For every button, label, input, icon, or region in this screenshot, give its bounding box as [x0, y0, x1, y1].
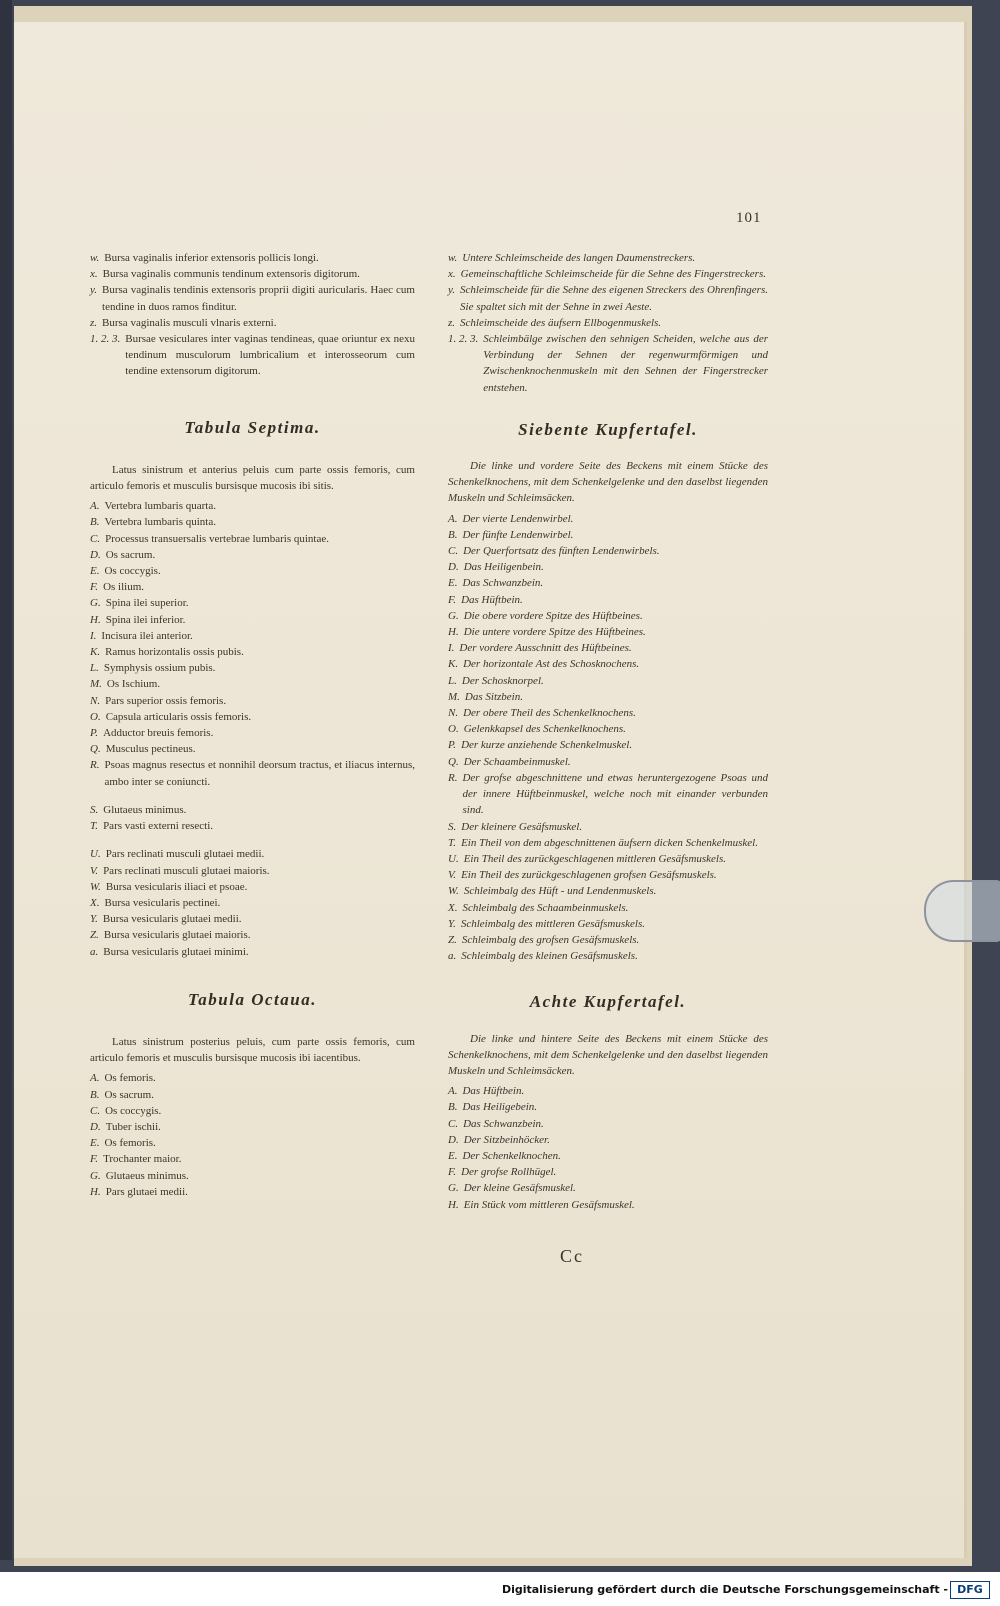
legend-text: Ramus horizontalis ossis pubis. [105, 646, 244, 659]
legend-entry [90, 818, 415, 834]
legend-letter: G. [448, 1182, 459, 1195]
legend-entry [448, 527, 768, 543]
latin-top-legend [90, 250, 415, 380]
legend-letter: H. [90, 1185, 101, 1198]
legend-letter: I. [90, 629, 97, 642]
legend-text: Pars vasti externi resecti. [103, 820, 214, 833]
legend-entry [90, 1168, 415, 1184]
legend-letter: C. [448, 545, 459, 558]
legend-text: Psoas magnus resectus et nonnihil deorsum tractus, et iliacus internus, ambo inter se coniuncti. [104, 759, 415, 788]
legend-text: Gelenkkapsel des Schenkelknochens. [463, 723, 626, 736]
legend-entry [90, 911, 415, 927]
legend-entry [448, 673, 768, 689]
legend-letter: S. [448, 820, 457, 833]
legend-letter: L. [448, 674, 457, 687]
legend-text: Der fünfte Lendenwirbel. [462, 528, 574, 541]
legend-entry [90, 693, 415, 709]
legend-entry [448, 1148, 768, 1164]
legend-entry [448, 1197, 768, 1213]
legend-entry [90, 1135, 415, 1151]
legend-entry [90, 757, 415, 789]
latin-column [90, 250, 415, 1200]
legend-text: Die obere vordere Spitze des Hüftbeines. [463, 609, 643, 622]
legend-text: Das Heiligebein. [462, 1101, 538, 1114]
legend-letter: H. [448, 1198, 459, 1211]
legend-entry [448, 282, 768, 314]
legend-text: Pars reclinati musculi glutaei maioris. [103, 864, 270, 877]
legend-text: Der kurze anziehende Schenkelmuskel. [461, 739, 633, 752]
legend-text: Das Schwanzbein. [462, 577, 544, 590]
signature-mark: Cc [560, 1246, 584, 1266]
legend-letter: O. [448, 723, 459, 736]
legend-letter: G. [90, 1169, 101, 1182]
legend-text: Gemeinschaftliche Schleimscheide für die Sehne des Fingerstreckers. [460, 268, 766, 281]
latin-section8-legend [90, 1070, 415, 1200]
legend-letter: H. [448, 626, 459, 639]
legend-entry [90, 1087, 415, 1103]
legend-text: Der Schosknorpel. [461, 674, 544, 687]
legend-letter: E. [90, 1137, 100, 1150]
scanner-backdrop [0, 0, 12, 1560]
legend-text: Der obere Theil des Schenkelknochens. [463, 707, 636, 720]
legend-text: Bursa vesicularis iliaci et psoae. [105, 880, 248, 893]
legend-entry [448, 624, 768, 640]
page-tab-marker [924, 880, 1000, 942]
legend-letter: P. [448, 739, 457, 752]
legend-entry [90, 644, 415, 660]
legend-entry [90, 531, 415, 547]
legend-entry [90, 676, 415, 692]
legend-text: Incisura ilei anterior. [101, 629, 193, 642]
legend-entry [90, 579, 415, 595]
legend-text: Bursae vesiculares inter vaginas tendineas, quae oriuntur ex nexu tendinum musculorum lumbricalium et interosseorum cum tendine extensorum digitorum. [125, 333, 415, 378]
legend-entry [90, 547, 415, 563]
legend-entry [448, 543, 768, 559]
legend-entry [448, 851, 768, 867]
legend-text: Os coccygis. [105, 1104, 162, 1117]
latin-section7-title: Tabula Septima. [184, 417, 321, 437]
legend-entry [448, 656, 768, 672]
legend-text: Pars superior ossis femoris. [105, 694, 227, 707]
legend-letter: Y. [448, 917, 456, 930]
legend-letter: a. [448, 950, 457, 963]
german-section8-intro: Die linke und hintere Seite des Beckens mit einem Stücke des Schenkelknochens, mit dem Schenkelgelenke und den daselbst liegenden Muskeln und Schleimsäcken. [448, 1032, 768, 1077]
legend-text: Spina ilei inferior. [105, 613, 186, 626]
legend-text: Schleimbälge zwischen den sehnigen Scheiden, welche aus der Verbindung der Sehnen der regenwurmförmigen und Zwischenknochenmuskeln mit den Sehnen der Fingerstrecker entstehen. [483, 333, 768, 394]
legend-letter: Q. [90, 743, 101, 756]
legend-entry [448, 754, 768, 770]
legend-entry [90, 498, 415, 514]
legend-text: Schleimbalg des kleinen Gesäfsmuskels. [461, 950, 638, 963]
legend-text: Os sacrum. [105, 548, 156, 561]
legend-entry [448, 721, 768, 737]
legend-entry [90, 660, 415, 676]
legend-letter: C. [90, 532, 101, 545]
legend-entry [448, 835, 768, 851]
legend-letter: E. [448, 577, 458, 590]
legend-entry [90, 628, 415, 644]
legend-entry [448, 689, 768, 705]
legend-text: Os ilium. [103, 581, 145, 594]
legend-entry [448, 770, 768, 819]
legend-text: Bursa vaginalis inferior extensoris pollicis longi. [104, 252, 319, 264]
legend-entry [90, 846, 415, 862]
german-section8-legend [448, 1083, 768, 1213]
legend-text: Ein Theil des zurückgeschlagenen mittleren Gesäfsmuskels. [463, 852, 727, 865]
legend-letter: L. [90, 662, 99, 675]
legend-letter: x. [90, 268, 98, 281]
legend-letter: Z. [448, 933, 457, 946]
dfg-logo: DFG [950, 1581, 990, 1599]
legend-letter: M. [448, 690, 460, 703]
legend-text: Das Hüftbein. [462, 1085, 525, 1098]
legend-text: Tuber ischii. [105, 1120, 161, 1133]
legend-entry [90, 331, 415, 380]
legend-text: Der kleinere Gesäfsmuskel. [461, 820, 583, 833]
legend-text: Bursa vesicularis glutaei medii. [102, 913, 242, 926]
legend-letter: w. [90, 252, 100, 264]
legend-letter: K. [448, 658, 459, 671]
legend-entry [448, 608, 768, 624]
legend-entry [448, 867, 768, 883]
legend-text: Der vierte Lendenwirbel. [462, 512, 574, 525]
legend-letter: W. [90, 880, 101, 893]
legend-entry [90, 927, 415, 943]
legend-text: Der Sitzbeinhöcker. [463, 1133, 550, 1146]
legend-letter: F. [90, 1153, 99, 1166]
legend-letter: V. [448, 869, 457, 882]
legend-text: Adductor breuis femoris. [103, 727, 214, 740]
legend-letter: N. [448, 707, 459, 720]
legend-text: Glutaeus minimus. [105, 1169, 189, 1182]
legend-entry [448, 883, 768, 899]
legend-letter: M. [90, 678, 102, 691]
german-section7-intro: Die linke und vordere Seite des Beckens mit einem Stücke des Schenkelknochens, mit dem Schenkelgelenke und den daselbst liegenden Muskeln und Schleimsäcken. [448, 460, 768, 505]
legend-entry [448, 575, 768, 591]
legend-text: Bursa vesicularis glutaei minimi. [103, 945, 249, 958]
legend-text: Untere Schleimscheide des langen Daumenstreckers. [462, 252, 696, 264]
legend-letter: A. [448, 1085, 458, 1098]
legend-entry [448, 1164, 768, 1180]
legend-text: Os Ischium. [106, 678, 161, 691]
legend-entry [448, 511, 768, 527]
legend-letter: V. [90, 864, 99, 877]
latin-section7-intro: Latus sinistrum et anterius peluis cum parte ossis femoris, cum articulo femoris et musculis bursisque mucosis ibi sitis. [90, 463, 415, 493]
legend-entry [448, 559, 768, 575]
legend-text: Schleimscheide des äufsern Ellbogenmuskels. [460, 316, 662, 329]
legend-entry [90, 741, 415, 757]
legend-text: Ein Theil des zurückgeschlagenen grofsen Gesäfsmuskels. [461, 869, 717, 882]
legend-entry [448, 705, 768, 721]
latin-section7-legend-c [90, 846, 415, 959]
german-section8-title: Achte Kupfertafel. [529, 992, 687, 1012]
legend-entry [448, 1083, 768, 1099]
legend-entry [448, 1180, 768, 1196]
legend-text: Der Schaambeinmuskel. [463, 755, 571, 768]
legend-letter: 1. 2. 3. [90, 333, 121, 346]
legend-text: Der Querfortsatz des fünften Lendenwirbels. [463, 545, 660, 558]
legend-letter: T. [448, 836, 457, 849]
legend-text: Glutaeus minimus. [103, 803, 187, 816]
legend-letter: z. [448, 316, 456, 329]
legend-entry [90, 514, 415, 530]
legend-entry [448, 315, 768, 331]
legend-entry [90, 266, 415, 282]
legend-letter: E. [448, 1149, 458, 1162]
legend-entry [90, 863, 415, 879]
legend-text: Os femoris. [104, 1137, 156, 1150]
legend-entry [448, 331, 768, 396]
legend-text: Das Sitzbein. [464, 690, 523, 703]
legend-letter: K. [90, 646, 101, 659]
legend-text: Der Schenkelknochen. [462, 1149, 561, 1162]
legend-text: Bursa vaginalis communis tendinum extensoris digitorum. [102, 268, 360, 281]
legend-letter: D. [448, 561, 459, 574]
legend-letter: O. [90, 710, 101, 723]
page-number: 101 [736, 210, 762, 226]
legend-text: Symphysis ossium pubis. [103, 662, 216, 675]
legend-letter: Y. [90, 913, 98, 926]
legend-letter: F. [448, 593, 457, 606]
legend-text: Der grofse Rollhügel. [461, 1166, 557, 1179]
legend-letter: W. [448, 885, 459, 898]
legend-entry [90, 895, 415, 911]
legend-letter: B. [448, 1101, 458, 1114]
legend-entry [90, 595, 415, 611]
legend-text: Trochanter maior. [103, 1153, 182, 1166]
legend-text: Os femoris. [104, 1072, 156, 1085]
legend-entry [448, 1099, 768, 1115]
legend-letter: F. [90, 581, 99, 594]
legend-entry [90, 802, 415, 818]
legend-text: Der kleine Gesäfsmuskel. [463, 1182, 576, 1195]
legend-text: Schleimbalg des Schaambeinmuskels. [462, 901, 629, 914]
legend-letter: D. [90, 1120, 101, 1133]
legend-text: Bursa vaginalis musculi vlnaris externi. [102, 316, 277, 329]
legend-letter: U. [90, 848, 101, 861]
legend-text: Processus transuersalis vertebrae lumbaris quintae. [105, 532, 329, 545]
legend-text: Das Hüftbein. [461, 593, 523, 606]
legend-letter: w. [448, 252, 458, 264]
legend-letter: T. [90, 820, 99, 833]
legend-text: Ein Theil von dem abgeschnittenen äufsern dicken Schenkelmuskel. [461, 836, 758, 849]
legend-entry [90, 315, 415, 331]
latin-section8-intro: Latus sinistrum posterius peluis, cum parte ossis femoris, cum articulo femoris et musculis bursisque mucosis ibi iacentibus. [90, 1035, 415, 1065]
legend-text: Schleimbalg des Hüft - und Lendenmuskels. [463, 885, 657, 898]
legend-letter: D. [90, 548, 101, 561]
legend-text: Vertebra lumbaris quinta. [104, 516, 216, 529]
footer-credit: Digitalisierung gefördert durch die Deutsche Forschungsgemeinschaft - [501, 1583, 948, 1596]
legend-letter: U. [448, 852, 459, 865]
legend-letter: E. [90, 565, 100, 578]
legend-letter: G. [90, 597, 101, 610]
legend-letter: B. [90, 516, 100, 529]
legend-entry [90, 250, 415, 266]
legend-entry [90, 879, 415, 895]
legend-text: Das Heiligenbein. [463, 561, 544, 574]
legend-entry [90, 563, 415, 579]
legend-entry [90, 612, 415, 628]
legend-letter: P. [90, 727, 99, 740]
legend-letter: z. [90, 316, 98, 329]
legend-letter: A. [90, 500, 100, 513]
legend-letter: R. [90, 759, 100, 772]
legend-entry [90, 1151, 415, 1167]
legend-letter: y. [90, 284, 98, 297]
legend-entry [90, 709, 415, 725]
legend-entry [448, 900, 768, 916]
german-section7-legend [448, 511, 768, 965]
legend-letter: C. [90, 1104, 101, 1117]
legend-entry [90, 1119, 415, 1135]
legend-letter: D. [448, 1133, 459, 1146]
legend-entry [448, 1132, 768, 1148]
legend-text: Das Schwanzbein. [463, 1117, 544, 1130]
legend-letter: S. [90, 803, 99, 816]
legend-entry [90, 1103, 415, 1119]
legend-entry [90, 1070, 415, 1086]
legend-letter: C. [448, 1117, 459, 1130]
legend-letter: G. [448, 609, 459, 622]
legend-text: Bursa vaginalis tendinis extensoris proprii digiti auricularis. Haec cum tendine in duos ramos finditur. [102, 284, 415, 313]
latin-section7-legend-a [90, 498, 415, 790]
legend-letter: Z. [90, 929, 99, 942]
legend-entry [448, 640, 768, 656]
legend-letter: Q. [448, 755, 459, 768]
german-section7-title: Siebente Kupfertafel. [518, 419, 698, 439]
legend-text: Spina ilei superior. [105, 597, 189, 610]
legend-entry [90, 282, 415, 314]
legend-text: Ein Stück vom mittleren Gesäfsmuskel. [463, 1198, 635, 1211]
legend-entry [448, 250, 768, 266]
legend-letter: a. [90, 945, 99, 958]
legend-letter: A. [90, 1072, 100, 1085]
legend-text: Musculus pectineus. [105, 743, 196, 756]
legend-letter: F. [448, 1166, 457, 1179]
legend-entry [448, 737, 768, 753]
legend-text: Bursa vesicularis pectinei. [104, 896, 221, 909]
legend-entry [448, 266, 768, 282]
german-top-legend [448, 250, 768, 396]
legend-text: Os sacrum. [104, 1088, 154, 1101]
footer-bar [0, 1576, 1000, 1602]
legend-letter: X. [448, 901, 458, 914]
legend-letter: 1. 2. 3. [448, 333, 479, 346]
legend-entry [90, 1184, 415, 1200]
legend-letter: x. [448, 268, 456, 281]
legend-entry [90, 725, 415, 741]
legend-letter: B. [448, 528, 458, 541]
legend-entry [448, 819, 768, 835]
legend-letter: X. [90, 896, 100, 909]
legend-text: Schleimbalg des mittleren Gesäfsmuskels. [460, 917, 645, 930]
german-column [448, 250, 768, 1213]
legend-letter: I. [448, 642, 455, 655]
legend-text: Der horizontale Ast des Schosknochens. [463, 658, 640, 671]
legend-text: Die untere vordere Spitze des Hüftbeines. [463, 626, 646, 639]
legend-text: Schleimbalg des grofsen Gesäfsmuskels. [461, 933, 640, 946]
legend-letter: H. [90, 613, 101, 626]
legend-text: Pars reclinati musculi glutaei medii. [105, 848, 265, 861]
legend-entry [448, 948, 768, 964]
legend-text: Capsula articularis ossis femoris. [105, 710, 252, 723]
legend-entry [448, 592, 768, 608]
legend-entry [448, 932, 768, 948]
latin-section7-legend-b [90, 802, 415, 834]
legend-entry [90, 944, 415, 960]
latin-section8-title: Tabula Octaua. [187, 989, 317, 1009]
legend-text: Schleimscheide für die Sehne des eigenen Streckers des Ohrenfingers. Sie spaltet sich mit der Sehne in zwei Aeste. [460, 284, 768, 313]
legend-entry [448, 916, 768, 932]
legend-letter: R. [448, 771, 458, 784]
legend-letter: A. [448, 512, 458, 525]
legend-text: Os coccygis. [104, 565, 161, 578]
legend-text: Der vordere Ausschnitt des Hüftbeines. [459, 642, 632, 655]
legend-text: Pars glutaei medii. [105, 1185, 188, 1198]
legend-letter: y. [448, 284, 456, 297]
legend-letter: N. [90, 694, 101, 707]
legend-letter: B. [90, 1088, 100, 1101]
legend-text: Der grofse abgeschnittene und etwas heruntergezogene Psoas und der innere Hüftbeinmuskel, welche noch mit einander verbunden sind. [462, 771, 768, 817]
legend-entry [448, 1116, 768, 1132]
legend-text: Bursa vesicularis glutaei maioris. [103, 929, 251, 942]
legend-text: Vertebra lumbaris quarta. [104, 500, 216, 513]
